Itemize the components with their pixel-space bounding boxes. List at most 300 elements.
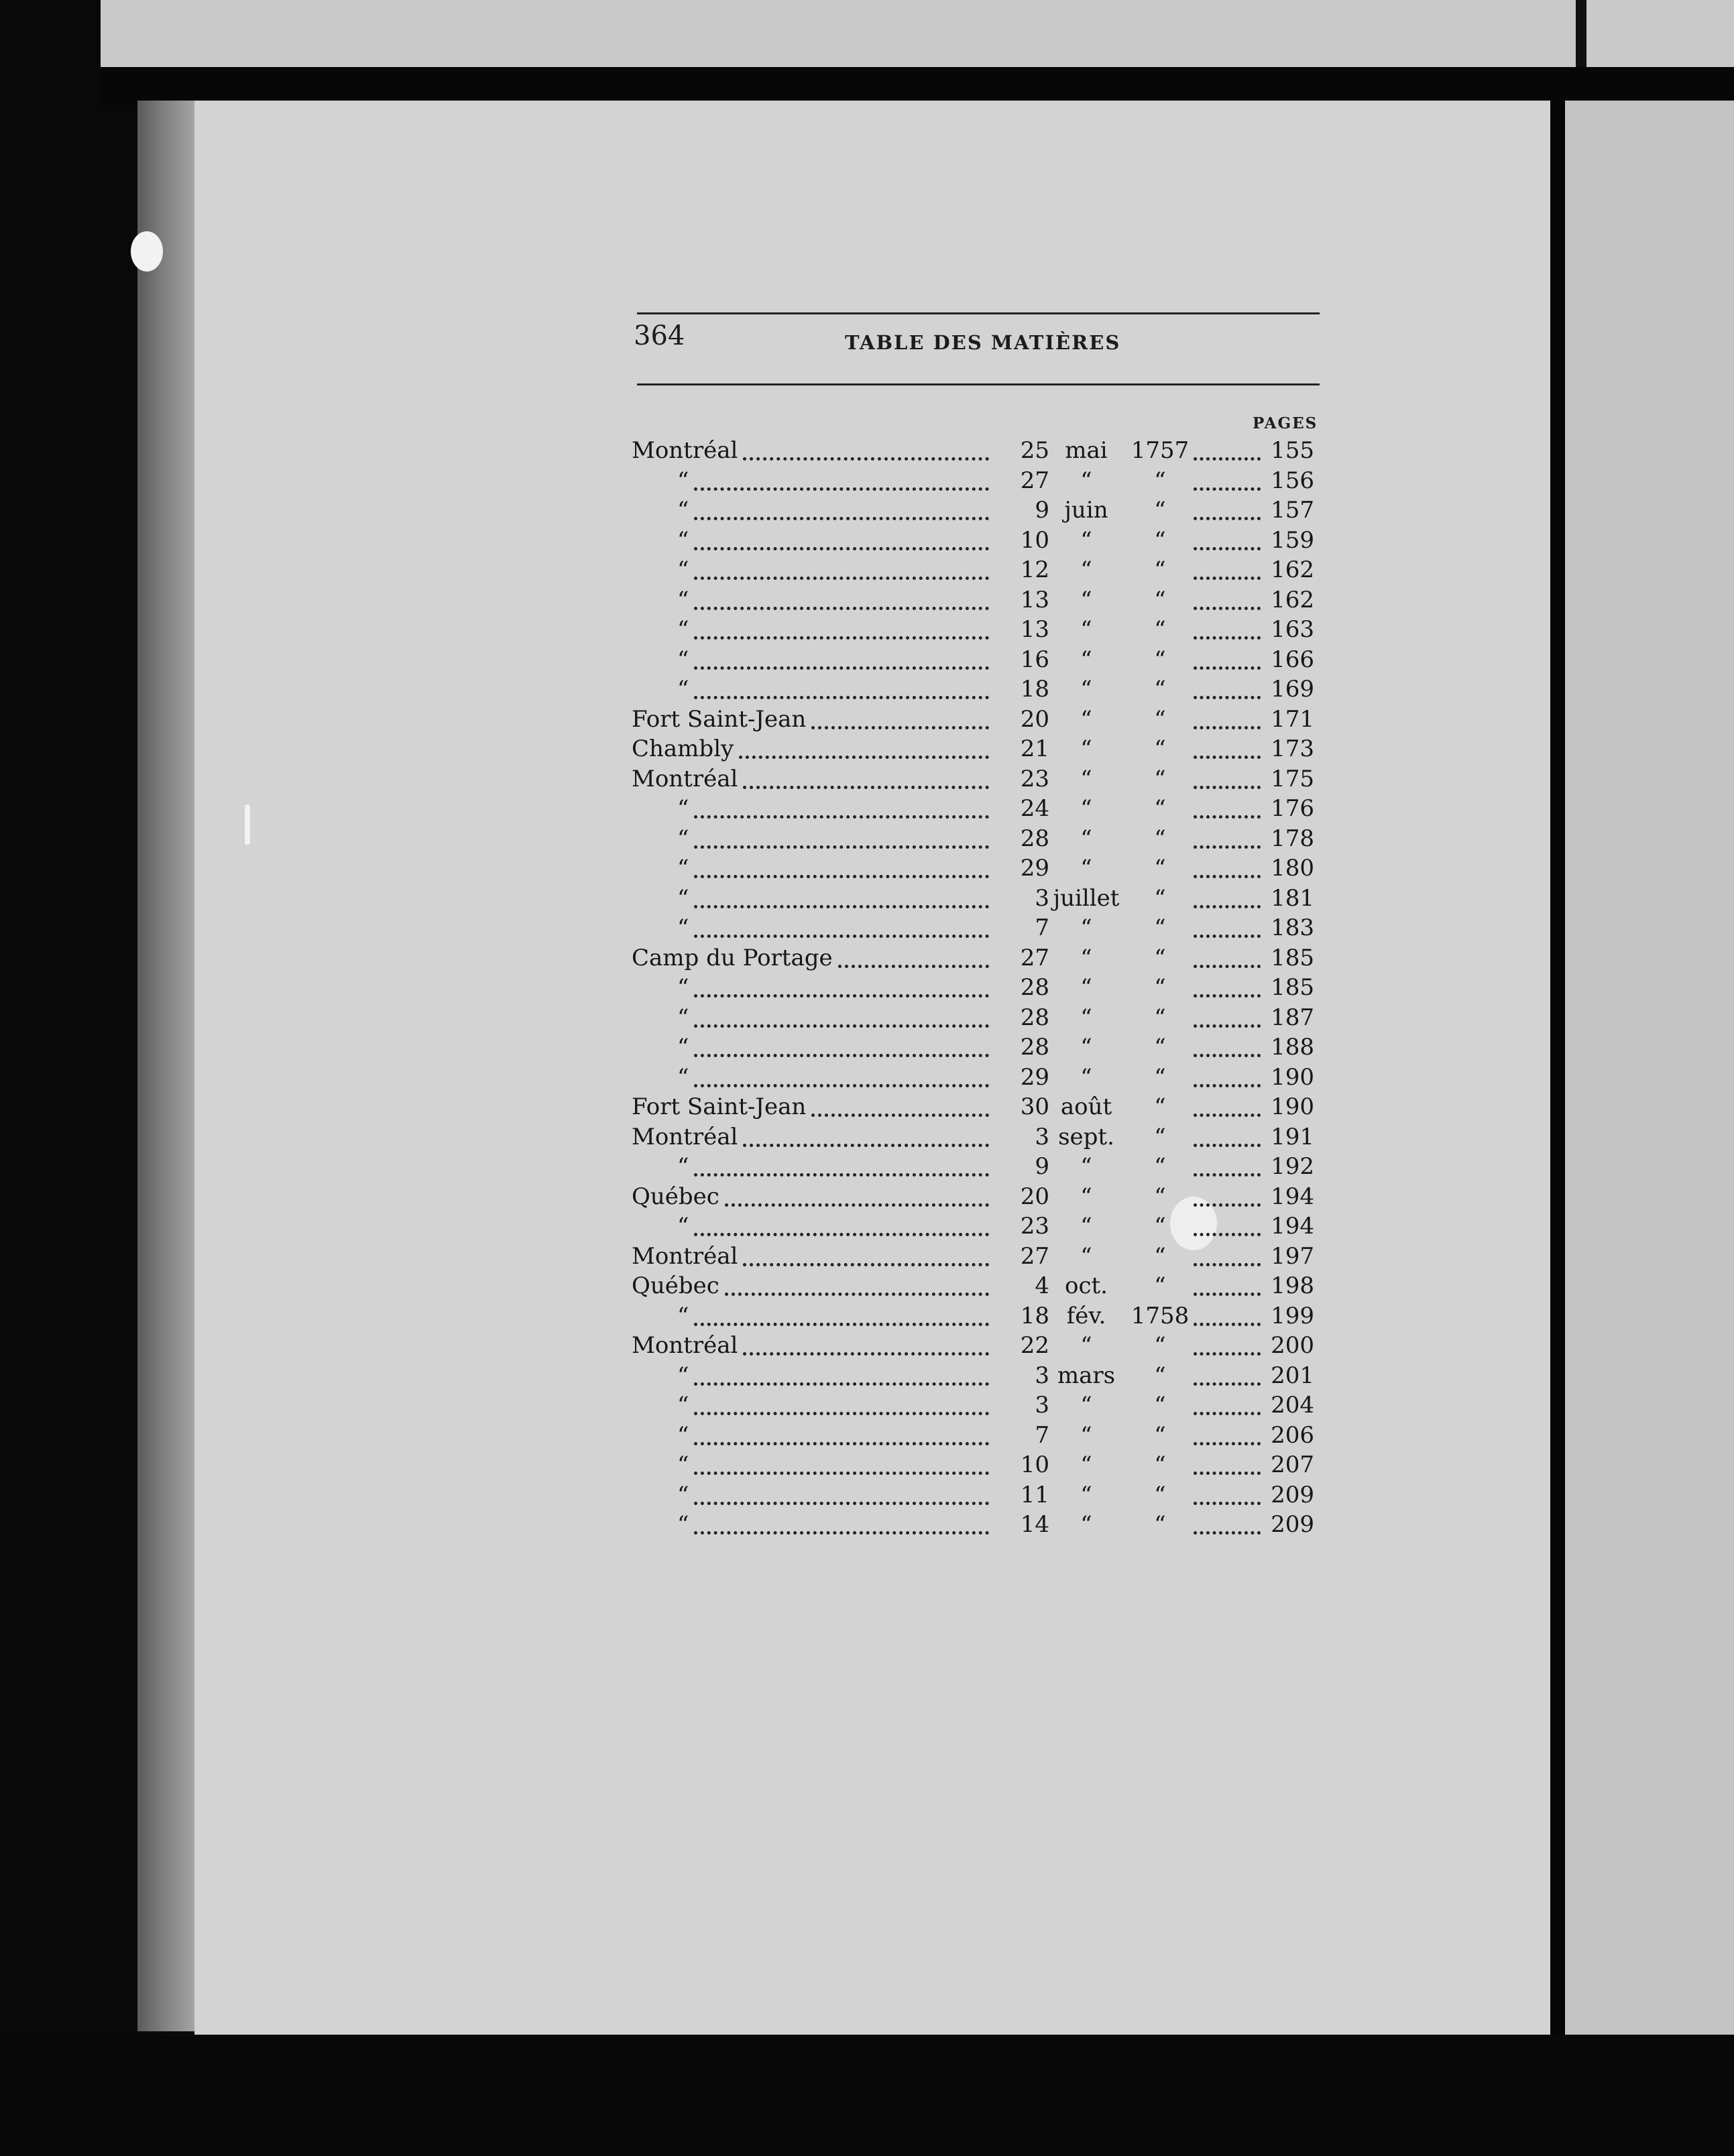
entry-month: “ xyxy=(1080,676,1092,703)
toc-entry xyxy=(624,1422,1321,1452)
entry-year: “ xyxy=(1154,795,1166,822)
leader-dots xyxy=(743,1352,989,1356)
leader-dots xyxy=(694,1531,989,1535)
leader-dots xyxy=(1194,1263,1261,1266)
entry-day: 16 xyxy=(1020,646,1049,673)
entry-place: “ xyxy=(677,1392,689,1419)
entry-page: 192 xyxy=(1271,1153,1314,1180)
leader-dots xyxy=(1194,815,1261,819)
entry-month: “ xyxy=(1080,1213,1092,1240)
entry-year: “ xyxy=(1154,1183,1166,1210)
entry-day: 9 xyxy=(1035,497,1049,524)
toc-entry xyxy=(624,706,1321,736)
entry-day: 3 xyxy=(1035,884,1049,912)
leader-dots xyxy=(694,815,989,819)
leader-dots xyxy=(1194,965,1261,968)
toc-entry xyxy=(624,556,1321,587)
leader-dots xyxy=(1194,875,1261,878)
entry-month: “ xyxy=(1080,944,1092,971)
entry-day: 29 xyxy=(1020,855,1049,882)
entry-place: Québec xyxy=(632,1183,719,1210)
entry-page: 166 xyxy=(1271,646,1314,673)
toc-entry xyxy=(624,795,1321,825)
entry-month: “ xyxy=(1080,1421,1092,1449)
entry-place: “ xyxy=(677,676,689,703)
entry-month: “ xyxy=(1080,526,1092,554)
entry-place: Montréal xyxy=(632,765,738,792)
film-speck xyxy=(245,804,250,845)
leader-dots xyxy=(1194,1114,1261,1117)
leader-dots xyxy=(1194,547,1261,550)
table-of-contents xyxy=(624,437,1321,1541)
header-rule-top xyxy=(637,312,1320,314)
entry-place: Fort Saint-Jean xyxy=(632,705,807,733)
entry-day: 20 xyxy=(1020,705,1049,733)
entry-month: “ xyxy=(1080,735,1092,762)
entry-month: juin xyxy=(1064,497,1108,524)
entry-month: “ xyxy=(1080,467,1092,494)
leader-dots xyxy=(1194,517,1261,520)
entry-place: Montréal xyxy=(632,1123,738,1150)
entry-month: oct. xyxy=(1065,1272,1108,1299)
entry-day: 3 xyxy=(1035,1392,1049,1419)
leader-dots xyxy=(1194,786,1261,789)
entry-place: “ xyxy=(677,1481,689,1508)
leader-dots xyxy=(1194,726,1261,729)
leader-dots xyxy=(694,1382,989,1386)
entry-year: “ xyxy=(1154,1451,1166,1478)
leader-dots xyxy=(694,1442,989,1445)
toc-entry xyxy=(624,1451,1321,1482)
adjacent-page xyxy=(1565,101,1734,2035)
entry-month: “ xyxy=(1080,556,1092,583)
entry-day: 28 xyxy=(1020,1004,1049,1031)
leader-dots xyxy=(1194,666,1261,670)
entry-month: “ xyxy=(1080,974,1092,1001)
entry-page: 155 xyxy=(1271,437,1314,464)
toc-entry xyxy=(624,974,1321,1004)
entry-page: 163 xyxy=(1271,616,1314,643)
entry-page: 209 xyxy=(1271,1511,1314,1538)
entry-page: 207 xyxy=(1271,1451,1314,1478)
entry-day: 3 xyxy=(1035,1123,1049,1150)
entry-year: “ xyxy=(1154,1392,1166,1419)
entry-page: 156 xyxy=(1271,467,1314,494)
leader-dots xyxy=(1194,607,1261,610)
entry-year: “ xyxy=(1154,526,1166,554)
entry-month: “ xyxy=(1080,855,1092,882)
leader-dots xyxy=(694,1173,989,1177)
entry-place: “ xyxy=(677,616,689,643)
leader-dots xyxy=(1194,1233,1261,1236)
leader-dots xyxy=(1194,994,1261,998)
entry-page: 199 xyxy=(1271,1302,1314,1329)
entry-month: mars xyxy=(1057,1362,1116,1389)
leader-dots xyxy=(694,607,989,610)
entry-year: “ xyxy=(1154,1213,1166,1240)
leader-dots xyxy=(1194,1203,1261,1207)
leader-dots xyxy=(1194,1323,1261,1326)
toc-entry xyxy=(624,1332,1321,1362)
entry-page: 180 xyxy=(1271,855,1314,882)
entry-day: 7 xyxy=(1035,914,1049,941)
entry-day: 28 xyxy=(1020,825,1049,852)
toc-entry xyxy=(624,1064,1321,1094)
entry-page: 191 xyxy=(1271,1123,1314,1150)
entry-day: 13 xyxy=(1020,616,1049,643)
leader-dots xyxy=(725,1203,989,1207)
entry-page: 190 xyxy=(1271,1063,1314,1091)
toc-entry xyxy=(624,855,1321,885)
entry-page: 185 xyxy=(1271,944,1314,971)
entry-month: “ xyxy=(1080,1063,1092,1091)
entry-place: “ xyxy=(677,1421,689,1449)
toc-entry xyxy=(624,825,1321,855)
entry-year: “ xyxy=(1154,1093,1166,1120)
leader-dots xyxy=(1194,1293,1261,1296)
entry-page: 204 xyxy=(1271,1392,1314,1419)
entry-month: “ xyxy=(1080,1511,1092,1538)
toc-entry xyxy=(624,616,1321,646)
entry-page: 159 xyxy=(1271,526,1314,554)
entry-day: 10 xyxy=(1020,1451,1049,1478)
entry-day: 25 xyxy=(1020,437,1049,464)
header-rule-bottom xyxy=(637,383,1320,385)
leader-dots xyxy=(694,636,989,640)
toc-entry xyxy=(624,1303,1321,1333)
entry-day: 22 xyxy=(1020,1332,1049,1359)
entry-year: “ xyxy=(1154,1153,1166,1180)
toc-entry xyxy=(624,735,1321,766)
entry-place: Fort Saint-Jean xyxy=(632,1093,807,1120)
leader-dots xyxy=(694,487,989,491)
entry-day: 29 xyxy=(1020,1063,1049,1091)
leader-dots xyxy=(743,1144,989,1147)
toc-entry xyxy=(624,1183,1321,1213)
leader-dots xyxy=(1194,1412,1261,1415)
entry-day: 24 xyxy=(1020,795,1049,822)
toc-entry xyxy=(624,1482,1321,1512)
entry-place: “ xyxy=(677,1063,689,1091)
entry-place: “ xyxy=(677,556,689,583)
entry-page: 162 xyxy=(1271,586,1314,613)
entry-year: “ xyxy=(1154,974,1166,1001)
entry-day: 4 xyxy=(1035,1272,1049,1299)
entry-year: “ xyxy=(1154,1034,1166,1061)
leader-dots xyxy=(1194,1024,1261,1028)
entry-place: “ xyxy=(677,1213,689,1240)
entry-day: 7 xyxy=(1035,1421,1049,1449)
entry-month: août xyxy=(1060,1093,1112,1120)
entry-place: “ xyxy=(677,795,689,822)
toc-entry xyxy=(624,437,1321,467)
entry-day: 27 xyxy=(1020,1242,1049,1270)
entry-year: “ xyxy=(1154,1004,1166,1031)
leader-dots xyxy=(725,1293,989,1296)
toc-entry xyxy=(624,914,1321,945)
leader-dots xyxy=(694,666,989,670)
entry-year: “ xyxy=(1154,735,1166,762)
entry-day: 27 xyxy=(1020,467,1049,494)
film-top-divider xyxy=(1576,0,1586,70)
entry-page: 175 xyxy=(1271,765,1314,792)
leader-dots xyxy=(743,1263,989,1266)
entry-month: “ xyxy=(1080,1481,1092,1508)
entry-place: “ xyxy=(677,497,689,524)
leader-dots xyxy=(1194,1442,1261,1445)
entry-day: 3 xyxy=(1035,1362,1049,1389)
entry-place: “ xyxy=(677,1302,689,1329)
entry-day: 10 xyxy=(1020,526,1049,554)
leader-dots xyxy=(1194,935,1261,938)
entry-day: 11 xyxy=(1020,1481,1049,1508)
entry-year: “ xyxy=(1154,676,1166,703)
leader-dots xyxy=(694,905,989,908)
entry-page: 157 xyxy=(1271,497,1314,524)
leader-dots xyxy=(1194,487,1261,491)
toc-entry xyxy=(624,945,1321,975)
entry-day: 30 xyxy=(1020,1093,1049,1120)
entry-year: “ xyxy=(1154,914,1166,941)
entry-year: “ xyxy=(1154,855,1166,882)
entry-month: “ xyxy=(1080,646,1092,673)
toc-entry xyxy=(624,1362,1321,1392)
entry-place: “ xyxy=(677,855,689,882)
leader-dots xyxy=(694,935,989,938)
leader-dots xyxy=(1194,457,1261,461)
entry-day: 9 xyxy=(1035,1153,1049,1180)
entry-page: 190 xyxy=(1271,1093,1314,1120)
entry-place: Québec xyxy=(632,1272,719,1299)
leader-dots xyxy=(694,1472,989,1475)
leader-dots xyxy=(1194,905,1261,908)
entry-year: “ xyxy=(1154,1242,1166,1270)
entry-month: “ xyxy=(1080,1034,1092,1061)
leader-dots xyxy=(694,1084,989,1087)
entry-month: juillet xyxy=(1053,884,1120,912)
entry-year: “ xyxy=(1154,586,1166,613)
entry-year: “ xyxy=(1154,944,1166,971)
toc-entry xyxy=(624,1124,1321,1154)
leader-dots xyxy=(1194,845,1261,849)
entry-page: 201 xyxy=(1271,1362,1314,1389)
toc-entry xyxy=(624,1213,1321,1243)
gutter-band xyxy=(1550,101,1565,2035)
entry-place: Montréal xyxy=(632,437,738,464)
entry-place: “ xyxy=(677,646,689,673)
leader-dots xyxy=(694,1502,989,1505)
toc-entry xyxy=(624,1511,1321,1541)
film-bottom-band xyxy=(0,2035,1734,2156)
entry-page: 183 xyxy=(1271,914,1314,941)
entry-month: “ xyxy=(1080,1242,1092,1270)
entry-day: 23 xyxy=(1020,1213,1049,1240)
leader-dots xyxy=(739,756,989,759)
leader-dots xyxy=(694,547,989,550)
toc-entry xyxy=(624,1272,1321,1303)
leader-dots xyxy=(694,1233,989,1236)
entry-month: “ xyxy=(1080,1451,1092,1478)
toc-entry xyxy=(624,587,1321,617)
entry-month: “ xyxy=(1080,616,1092,643)
leader-dots xyxy=(694,845,989,849)
entry-year: “ xyxy=(1154,825,1166,852)
entry-month: “ xyxy=(1080,586,1092,613)
leader-dots xyxy=(838,965,989,968)
entry-year: “ xyxy=(1154,467,1166,494)
toc-entry xyxy=(624,1392,1321,1422)
toc-entry xyxy=(624,1153,1321,1183)
entry-month: “ xyxy=(1080,795,1092,822)
entry-place: Chambly xyxy=(632,735,734,762)
leader-dots xyxy=(1194,1472,1261,1475)
entry-place: “ xyxy=(677,974,689,1001)
entry-year: “ xyxy=(1154,1123,1166,1150)
leader-dots xyxy=(1194,1352,1261,1356)
entry-year: “ xyxy=(1154,1481,1166,1508)
entry-place: “ xyxy=(677,1034,689,1061)
entry-page: 194 xyxy=(1271,1213,1314,1240)
leader-dots xyxy=(1194,1054,1261,1057)
entry-day: 18 xyxy=(1020,1302,1049,1329)
entry-year: “ xyxy=(1154,556,1166,583)
leader-dots xyxy=(743,786,989,789)
entry-year: “ xyxy=(1154,1332,1166,1359)
entry-page: 206 xyxy=(1271,1421,1314,1449)
entry-page: 178 xyxy=(1271,825,1314,852)
entry-month: sept. xyxy=(1058,1123,1114,1150)
entry-month: “ xyxy=(1080,1153,1092,1180)
entry-day: 21 xyxy=(1020,735,1049,762)
entry-year: “ xyxy=(1154,1063,1166,1091)
entry-place: “ xyxy=(677,526,689,554)
leader-dots xyxy=(694,1024,989,1028)
entry-year: “ xyxy=(1154,1421,1166,1449)
toc-entry xyxy=(624,1034,1321,1064)
leader-dots xyxy=(1194,696,1261,699)
leader-dots xyxy=(1194,756,1261,759)
entry-year: “ xyxy=(1154,1362,1166,1389)
entry-day: 12 xyxy=(1020,556,1049,583)
entry-day: 20 xyxy=(1020,1183,1049,1210)
entry-year: “ xyxy=(1154,1511,1166,1538)
entry-place: Montréal xyxy=(632,1242,738,1270)
entry-page: 181 xyxy=(1271,884,1314,912)
toc-entry xyxy=(624,766,1321,796)
toc-entry xyxy=(624,497,1321,527)
entry-year: “ xyxy=(1154,497,1166,524)
entry-year: 1758 xyxy=(1131,1302,1190,1329)
entry-page: 188 xyxy=(1271,1034,1314,1061)
running-title: TABLE DES MATIÈRES xyxy=(845,331,1121,354)
page-edge-shadow xyxy=(137,101,198,2031)
page-number: 364 xyxy=(634,320,685,351)
entry-place: “ xyxy=(677,1362,689,1389)
entry-year: “ xyxy=(1154,884,1166,912)
entry-year: “ xyxy=(1154,616,1166,643)
entry-month: “ xyxy=(1080,825,1092,852)
leader-dots xyxy=(694,1323,989,1326)
entry-year: “ xyxy=(1154,646,1166,673)
film-top-strip xyxy=(101,0,1734,67)
entry-year: “ xyxy=(1154,705,1166,733)
entry-year: “ xyxy=(1154,765,1166,792)
leader-dots xyxy=(694,1412,989,1415)
entry-month: “ xyxy=(1080,1332,1092,1359)
leader-dots xyxy=(1194,1173,1261,1177)
leader-dots xyxy=(811,726,989,729)
leader-dots xyxy=(694,577,989,580)
entry-month: “ xyxy=(1080,705,1092,733)
entry-month: “ xyxy=(1080,765,1092,792)
entry-place: Montréal xyxy=(632,1332,738,1359)
entry-day: 13 xyxy=(1020,586,1049,613)
toc-entry xyxy=(624,467,1321,497)
entry-day: 27 xyxy=(1020,944,1049,971)
toc-entry xyxy=(624,1243,1321,1273)
toc-entry xyxy=(624,676,1321,706)
entry-place: “ xyxy=(677,1451,689,1478)
entry-month: “ xyxy=(1080,914,1092,941)
entry-page: 187 xyxy=(1271,1004,1314,1031)
entry-page: 162 xyxy=(1271,556,1314,583)
entry-page: 209 xyxy=(1271,1481,1314,1508)
leader-dots xyxy=(694,696,989,699)
leader-dots xyxy=(1194,577,1261,580)
entry-month: “ xyxy=(1080,1392,1092,1419)
leader-dots xyxy=(1194,1144,1261,1147)
leader-dots xyxy=(1194,1531,1261,1535)
entry-place: “ xyxy=(677,1511,689,1538)
leader-dots xyxy=(1194,636,1261,640)
entry-place: Camp du Portage xyxy=(632,944,833,971)
toc-entry xyxy=(624,1004,1321,1034)
entry-place: “ xyxy=(677,1153,689,1180)
leader-dots xyxy=(1194,1382,1261,1386)
entry-month: “ xyxy=(1080,1183,1092,1210)
entry-day: 28 xyxy=(1020,974,1049,1001)
entry-place: “ xyxy=(677,467,689,494)
entry-page: 171 xyxy=(1271,705,1314,733)
entry-page: 200 xyxy=(1271,1332,1314,1359)
entry-place: “ xyxy=(677,825,689,852)
leader-dots xyxy=(743,457,989,461)
film-speck xyxy=(131,231,163,272)
pages-column-label: PAGES xyxy=(1253,414,1318,432)
entry-page: 173 xyxy=(1271,735,1314,762)
toc-entry xyxy=(624,1093,1321,1124)
entry-page: 169 xyxy=(1271,676,1314,703)
entry-month: fév. xyxy=(1066,1302,1106,1329)
entry-place: “ xyxy=(677,1004,689,1031)
leader-dots xyxy=(1194,1502,1261,1505)
entry-place: “ xyxy=(677,586,689,613)
leader-dots xyxy=(694,994,989,998)
entry-page: 194 xyxy=(1271,1183,1314,1210)
entry-day: 28 xyxy=(1020,1034,1049,1061)
leader-dots xyxy=(1194,1084,1261,1087)
entry-page: 198 xyxy=(1271,1272,1314,1299)
entry-month: “ xyxy=(1080,1004,1092,1031)
entry-day: 14 xyxy=(1020,1511,1049,1538)
toc-entry xyxy=(624,885,1321,915)
entry-year: 1757 xyxy=(1131,437,1190,464)
entry-page: 185 xyxy=(1271,974,1314,1001)
leader-dots xyxy=(694,1054,989,1057)
toc-entry xyxy=(624,646,1321,676)
entry-page: 197 xyxy=(1271,1242,1314,1270)
entry-day: 23 xyxy=(1020,765,1049,792)
